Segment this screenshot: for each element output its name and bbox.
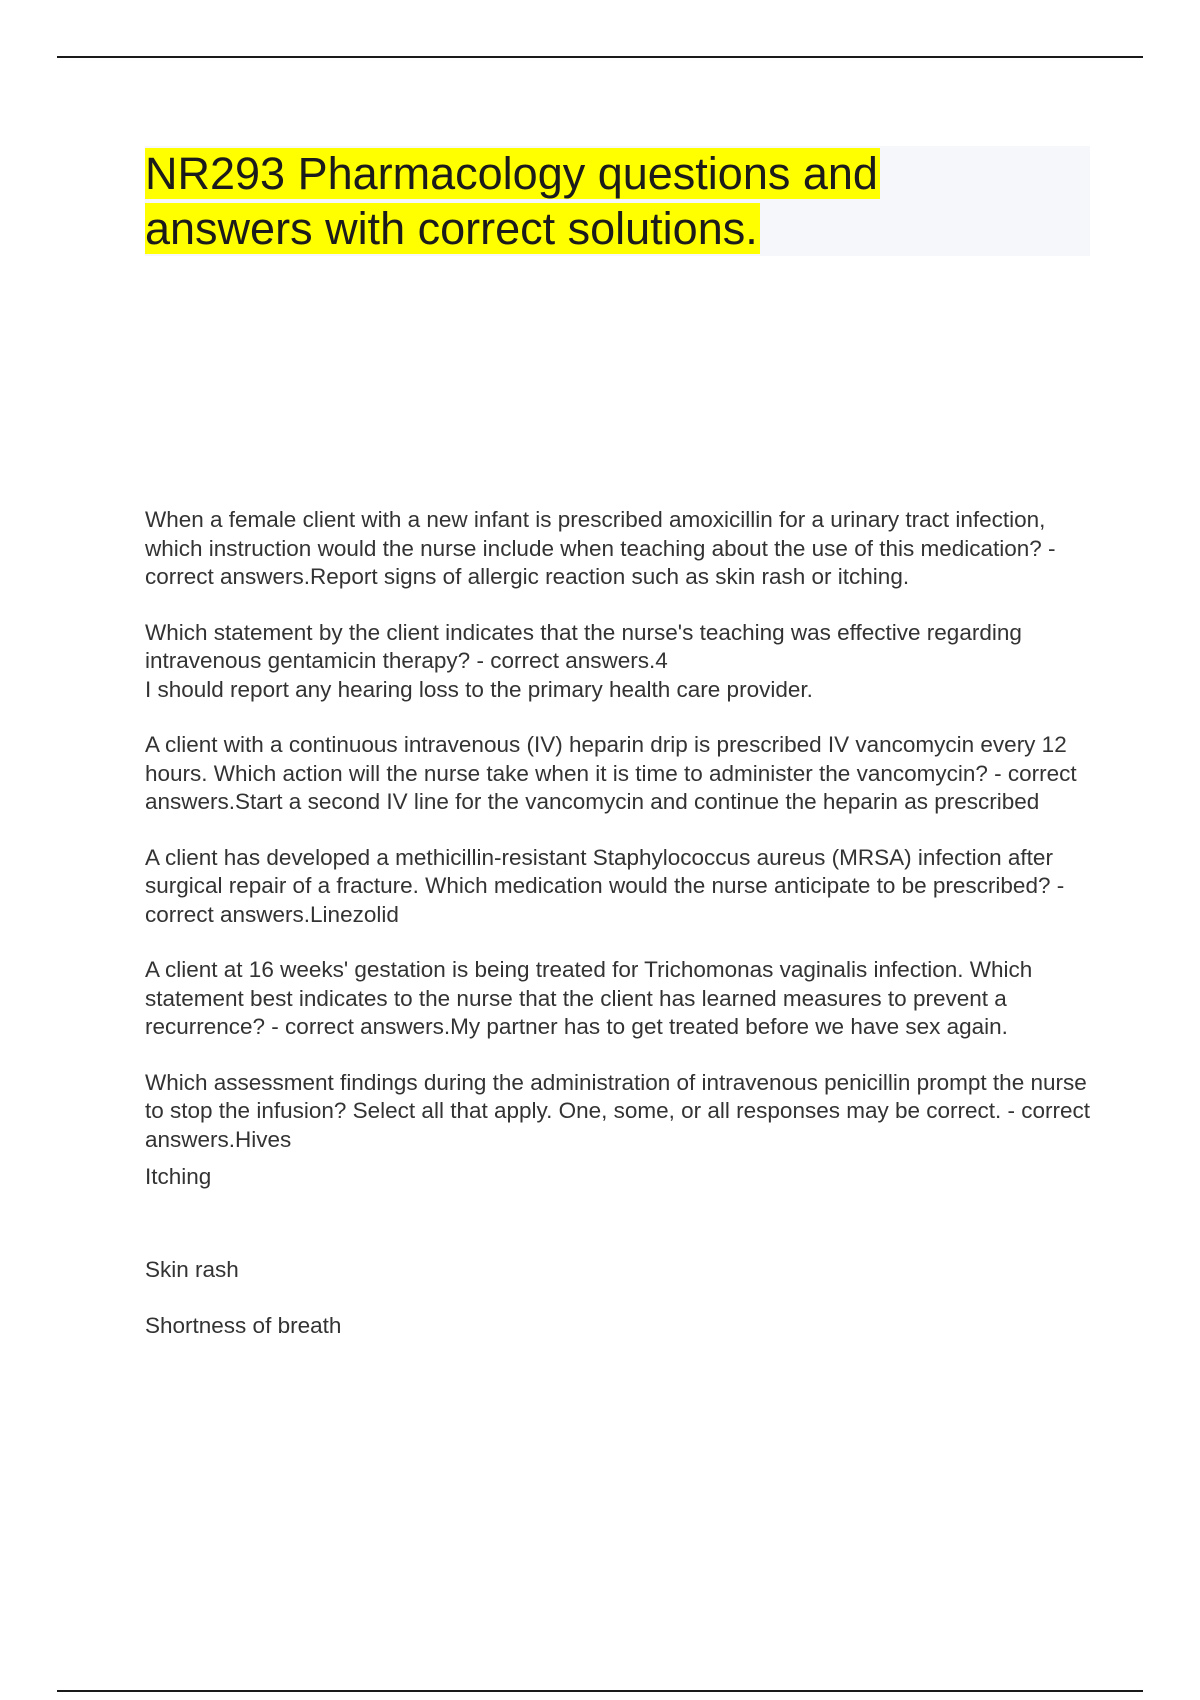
qa-item-6 [145, 1069, 1095, 1155]
qa-text: A client has developed a methicillin-resistant Staphylococcus aureus (MRSA) infection after surgical repair of a fracture. Which medication would the nurse anticipate to be prescribed? - correct answers.Linezolid [145, 844, 1065, 927]
qa-answer-line: I should report any hearing loss to the primary health care provider. [145, 676, 813, 702]
title-block [145, 146, 1090, 256]
qa-item-2 [145, 619, 1095, 705]
qa-text: A client at 16 weeks' gestation is being treated for Trichomonas vaginalis infection. Which statement best indicates to the nurse that the client has learned measures to prevent a recurrence? - correct answers.My partner has to get treated before we have sex again. [145, 957, 1033, 1039]
qa-text: Which assessment findings during the administration of intravenous penicillin prompt the nurse to stop the infusion? Select all that apply. One, some, or all responses may be correct. - correct answers.Hives [145, 1069, 1091, 1152]
answer-option-skin-rash: Skin rash [145, 1256, 239, 1282]
qa-item-4 [145, 844, 1095, 930]
qa-item-5 [145, 956, 1095, 1042]
qa-text: When a female client with a new infant is prescribed amoxicillin for a urinary tract infection, which instruction would the nurse include when teaching about the use of this medication? - correct answers.Report signs of allergic reaction such as skin rash or itching. [145, 507, 1056, 589]
qa-content [145, 506, 1095, 1341]
qa-item-1 [145, 506, 1095, 592]
qa-item-3 [145, 731, 1095, 817]
answer-option-itching: Itching [145, 1164, 212, 1189]
document-title [145, 146, 945, 256]
title-highlight: NR293 Pharmacology questions and answers with correct solutions. [145, 148, 878, 254]
qa-text: Which statement by the client indicates that the nurse's teaching was effective regarding intravenous gentamicin therapy? - correct answers.4 [145, 619, 1022, 673]
top-rule [57, 56, 1143, 58]
answer-option-shortness-of-breath: Shortness of breath [145, 1313, 342, 1338]
qa-text: A client with a continuous intravenous (IV) heparin drip is prescribed IV vancomycin every 12 hours. Which action will the nurse take when it is time to administer the vancomycin? - correct answers.Start a second IV line for the vancomycin and continue the heparin as prescribed [145, 732, 1077, 814]
bottom-rule [57, 1690, 1143, 1692]
